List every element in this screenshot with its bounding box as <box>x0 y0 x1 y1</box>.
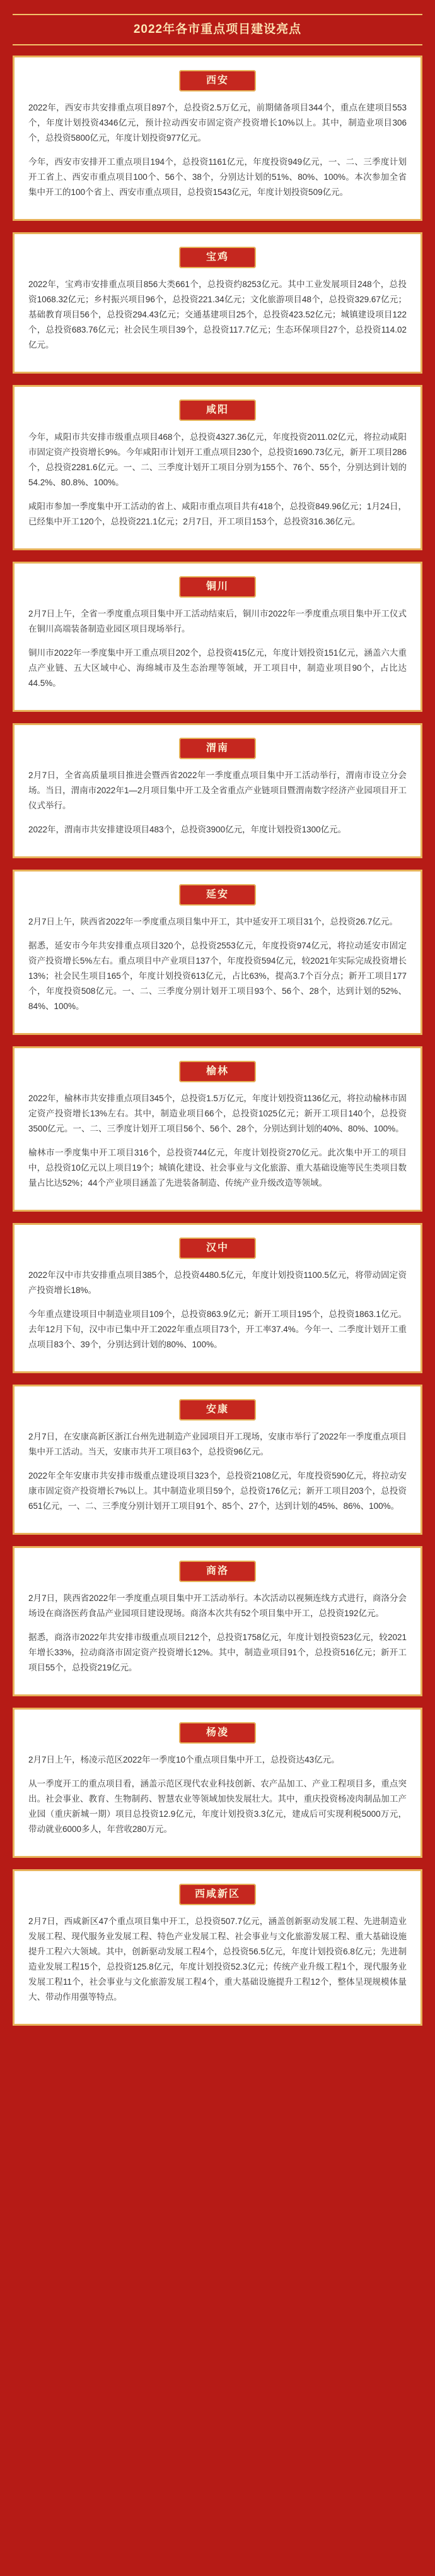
section-paragraph: 铜川市2022年一季度集中开工重点项目202个，总投资415亿元，年度计划投资151亿元，涵盖六大重点产业链、五大区域中心、海绵城市及生态治理等领域，开工项目中，制造业项目90个，占比达44.5%。 <box>28 648 407 688</box>
city-badge-wrap <box>28 1722 407 1744</box>
section-paragraph: 榆林市一季度集中开工项目316个，总投资744亿元，年度计划投资270亿元。此次集中开工的项目中，总投资10亿元以上项目19个；城镇化建设、社会事业与文化旅游、重大基础设施等民生类项目数量占比达52%；44个产业项目涵盖了先进装备制造、传统产业升级改造等领域。 <box>28 1148 407 1188</box>
section-paragraph: 据悉，延安市今年共安排重点项目320个，总投资2553亿元，年度投资974亿元，将拉动延安市固定资产投资增长5%左右。重点项目中产业项目137个，年度投资594亿元，较2021年实际完成投资增长13%；社会民生项目165个，年度计划投资613亿元，占比63%，提高3.7个百分点；新开工项目177个，年度投资508亿元。一、二、三季度分别计划开工项目93个、56个、28个，达到计划的52%、84%、100%。 <box>28 941 407 1011</box>
city-badge-wrap <box>28 1238 407 1259</box>
city-section <box>13 870 422 1035</box>
city-name-badge: 铜川 <box>179 576 256 598</box>
section-paragraph: 2月7日上午，全省一季度重点项目集中开工活动结束后，铜川市2022年一季度重点项目集中开工仪式在铜川高端装备制造业园区项目现场举行。 <box>28 609 407 634</box>
section-paragraph: 今年，西安市安排开工重点项目194个，总投资1161亿元，年度投资949亿元，一、二、三季度计划开工省上、西安市重点项目100个、56个、38个，分别达计划的51%、80%、100%。本次参加全省集中开工的100个省上、西安市重点项目，总投资1543亿元，年度计划投资509亿元。 <box>28 157 407 197</box>
city-badge-wrap <box>28 1061 407 1082</box>
city-badge-wrap <box>28 738 407 759</box>
city-section <box>13 232 422 374</box>
city-badge-wrap <box>28 576 407 598</box>
section-paragraph: 2022年，西安市共安排重点项目897个，总投资2.5万亿元，前期储备项目344个，重点在建项目553个，年度计划投资4346亿元，预计拉动西安市固定资产投资增长10%以上。其中，制造业项目306个，总投资5800亿元，年度计划投资977亿元。 <box>28 103 407 143</box>
section-paragraph: 咸阳市参加一季度集中开工活动的省上、咸阳市重点项目共有418个，总投资849.96亿元；1月24日，已经集中开工120个，总投资221.1亿元；2月7日，开工项目153个，总投资316.36亿元。 <box>28 502 407 526</box>
city-badge-wrap <box>28 399 407 421</box>
city-badge-wrap <box>28 70 407 92</box>
city-name-badge: 渭南 <box>179 738 256 759</box>
city-section <box>13 1046 422 1212</box>
section-paragraph: 今年，咸阳市共安排市级重点项目468个，总投资4327.36亿元，年度投资2011.02亿元，将拉动咸阳市固定资产投资增长9%。今年咸阳市计划开工重点项目230个，总投资1690.73亿元，新开工项目286个，总投资2281.6亿元。一、二、三季度计划开工项目分别为155个、76个、55个，分别达到计划的54.2%、80.8%、100%。 <box>28 432 407 487</box>
section-paragraph: 今年重点建设项目中制造业项目109个，总投资863.9亿元；新开工项目195个，总投资1863.1亿元。去年12月下旬，汉中市已集中开工2022年重点项目73个，开工率37.4%。今年一、二季度计划开工重点项目83个、39个，分别达到计划的80%、100%。 <box>28 1309 407 1349</box>
section-paragraph: 2月7日，西咸新区47个重点项目集中开工，总投资507.7亿元，涵盖创新驱动发展工程、先进制造业发展工程、现代服务业发展工程、特色产业发展工程、社会事业与文化旅游发展工程、重大基础设施提升工程六大领域。其中，创新驱动发展工程4个，总投资56.5亿元，年度计划投资6.8亿元；先进制造业发展工程15个，总投资125.8亿元，年度计划投资52.3亿元；传统产业升级工程1个，现代服务业发展工程11个，社会事业与文化旅游发展工程4个，重大基础设施提升工程12个，整体呈现规模体量大、带动作用强等特点。 <box>28 1917 407 2002</box>
section-paragraph: 2022年，榆林市共安排重点项目345个，总投资1.5万亿元，年度计划投资1136亿元，将拉动榆林市固定资产投资增长13%左右。其中，制造业项目66个，总投资1025亿元；新开工项目140个，总投资3500亿元。一、二、三季度计划开工项目56个、56个、28个，分别达到计划的40%、80%、100%。 <box>28 1094 407 1133</box>
city-section <box>13 385 422 550</box>
city-badge-wrap <box>28 1399 407 1421</box>
city-name-badge: 宝鸡 <box>179 247 256 268</box>
city-name-badge: 咸阳 <box>179 399 256 421</box>
section-paragraph: 2月7日，全省高质量项目推进会暨西省2022年一季度重点项目集中开工活动举行，渭南市设立分会场。当日，渭南市2022年1—2月项目集中开工及全省重点产业链项目暨渭南数字经济产业园项目开工仪式举行。 <box>28 771 407 810</box>
section-paragraph: 2022年，渭南市共安排建设项目483个，总投资3900亿元，年度计划投资1300亿元。 <box>28 825 347 834</box>
section-paragraph: 2022年全年安康市共安排市级重点建设项目323个，总投资2108亿元，年度投资590亿元，将拉动安康市固定资产投资增长7%以上。其中制造业项目59个，总投资176亿元；新开工项目203个，总投资651亿元，一、二、三季度分别计划开工项目91个、85个、27个，达到计划的45%、86%、100%。 <box>28 1471 407 1511</box>
city-section <box>13 1385 422 1535</box>
section-paragraph: 2月7日，陕西省2022年一季度重点项目集中开工活动举行。本次活动以视频连线方式进行，商洛分会场设在商洛医药食品产业园项目建设现场。商洛本次共有52个项目集中开工，总投资192亿元。 <box>28 1593 407 1618</box>
section-paragraph: 2月7日上午，陕西省2022年一季度重点项目集中开工，其中延安开工项目31个，总投资26.7亿元。 <box>28 917 398 926</box>
city-name-badge: 安康 <box>179 1399 256 1421</box>
city-section <box>13 1223 422 1373</box>
city-section <box>13 1869 422 2026</box>
section-paragraph: 从一季度开工的重点项目看，涵盖示范区现代农业科技创新、农产品加工、产业工程项目多，重点突出。社会事业、教育、生物制药、智慧农业等领域加快发展壮大。其中，重庆投资杨凌肉制品加工产业园（重庆新城一期）项目总投资12.9亿元，年度计划投资3.3亿元，建成后可实现利税5000万元，带动就业6000多人，年营收280万元。 <box>28 1779 407 1834</box>
city-badge-wrap <box>28 247 407 268</box>
section-paragraph: 据悉，商洛市2022年共安排市级重点项目212个，总投资1758亿元，年度计划投资523亿元，较2021年增长33%，拉动商洛市固定资产投资增长12%。其中，制造业项目91个，总投资516亿元；新开工项目55个，总投资219亿元。 <box>28 1633 407 1672</box>
city-section <box>13 1546 422 1696</box>
city-name-badge: 西咸新区 <box>179 1884 256 1905</box>
city-badge-wrap <box>28 884 407 906</box>
city-section <box>13 1708 422 1858</box>
city-name-badge: 延安 <box>179 884 256 906</box>
sections-list <box>0 56 435 2026</box>
city-section <box>13 723 422 858</box>
city-name-badge: 榆林 <box>179 1061 256 1082</box>
city-badge-wrap <box>28 1561 407 1582</box>
city-name-badge: 汉中 <box>179 1238 256 1259</box>
page-title: 2022年各市重点项目建设亮点 <box>13 14 422 45</box>
city-name-badge: 杨凌 <box>179 1722 256 1744</box>
section-paragraph: 2022年汉中市共安排重点项目385个，总投资4480.5亿元，年度计划投资1100.5亿元，将带动固定资产投资增长18%。 <box>28 1270 407 1295</box>
city-section <box>13 56 422 221</box>
city-name-badge: 西安 <box>179 70 256 92</box>
section-paragraph: 2月7日上午，杨凌示范区2022年一季度10个重点项目集中开工，总投资达43亿元。 <box>28 1755 340 1764</box>
city-section <box>13 562 422 712</box>
city-name-badge: 商洛 <box>179 1561 256 1582</box>
section-paragraph: 2022年，宝鸡市安排重点项目856大类661个，总投资约8253亿元。其中工业发展项目248个，总投资1068.32亿元；乡村振兴项目96个，总投资221.34亿元；文化旅游项目48个，总投资329.67亿元；基础教育项目56个，总投资294.43亿元；交通基建项目25个，总投资423.52亿元；城镇建设项目122个，总投资683.76亿元；社会民生项目39个，总投资117.7亿元；生态环保项目27个，总投资114.02亿元。 <box>28 280 407 350</box>
section-paragraph: 2月7日，在安康高新区浙江台州先进制造产业园项目开工现场，安康市举行了2022年一季度重点项目集中开工活动。当天，安康市共开工项目63个，总投资96亿元。 <box>28 1432 407 1456</box>
city-badge-wrap <box>28 1884 407 1905</box>
